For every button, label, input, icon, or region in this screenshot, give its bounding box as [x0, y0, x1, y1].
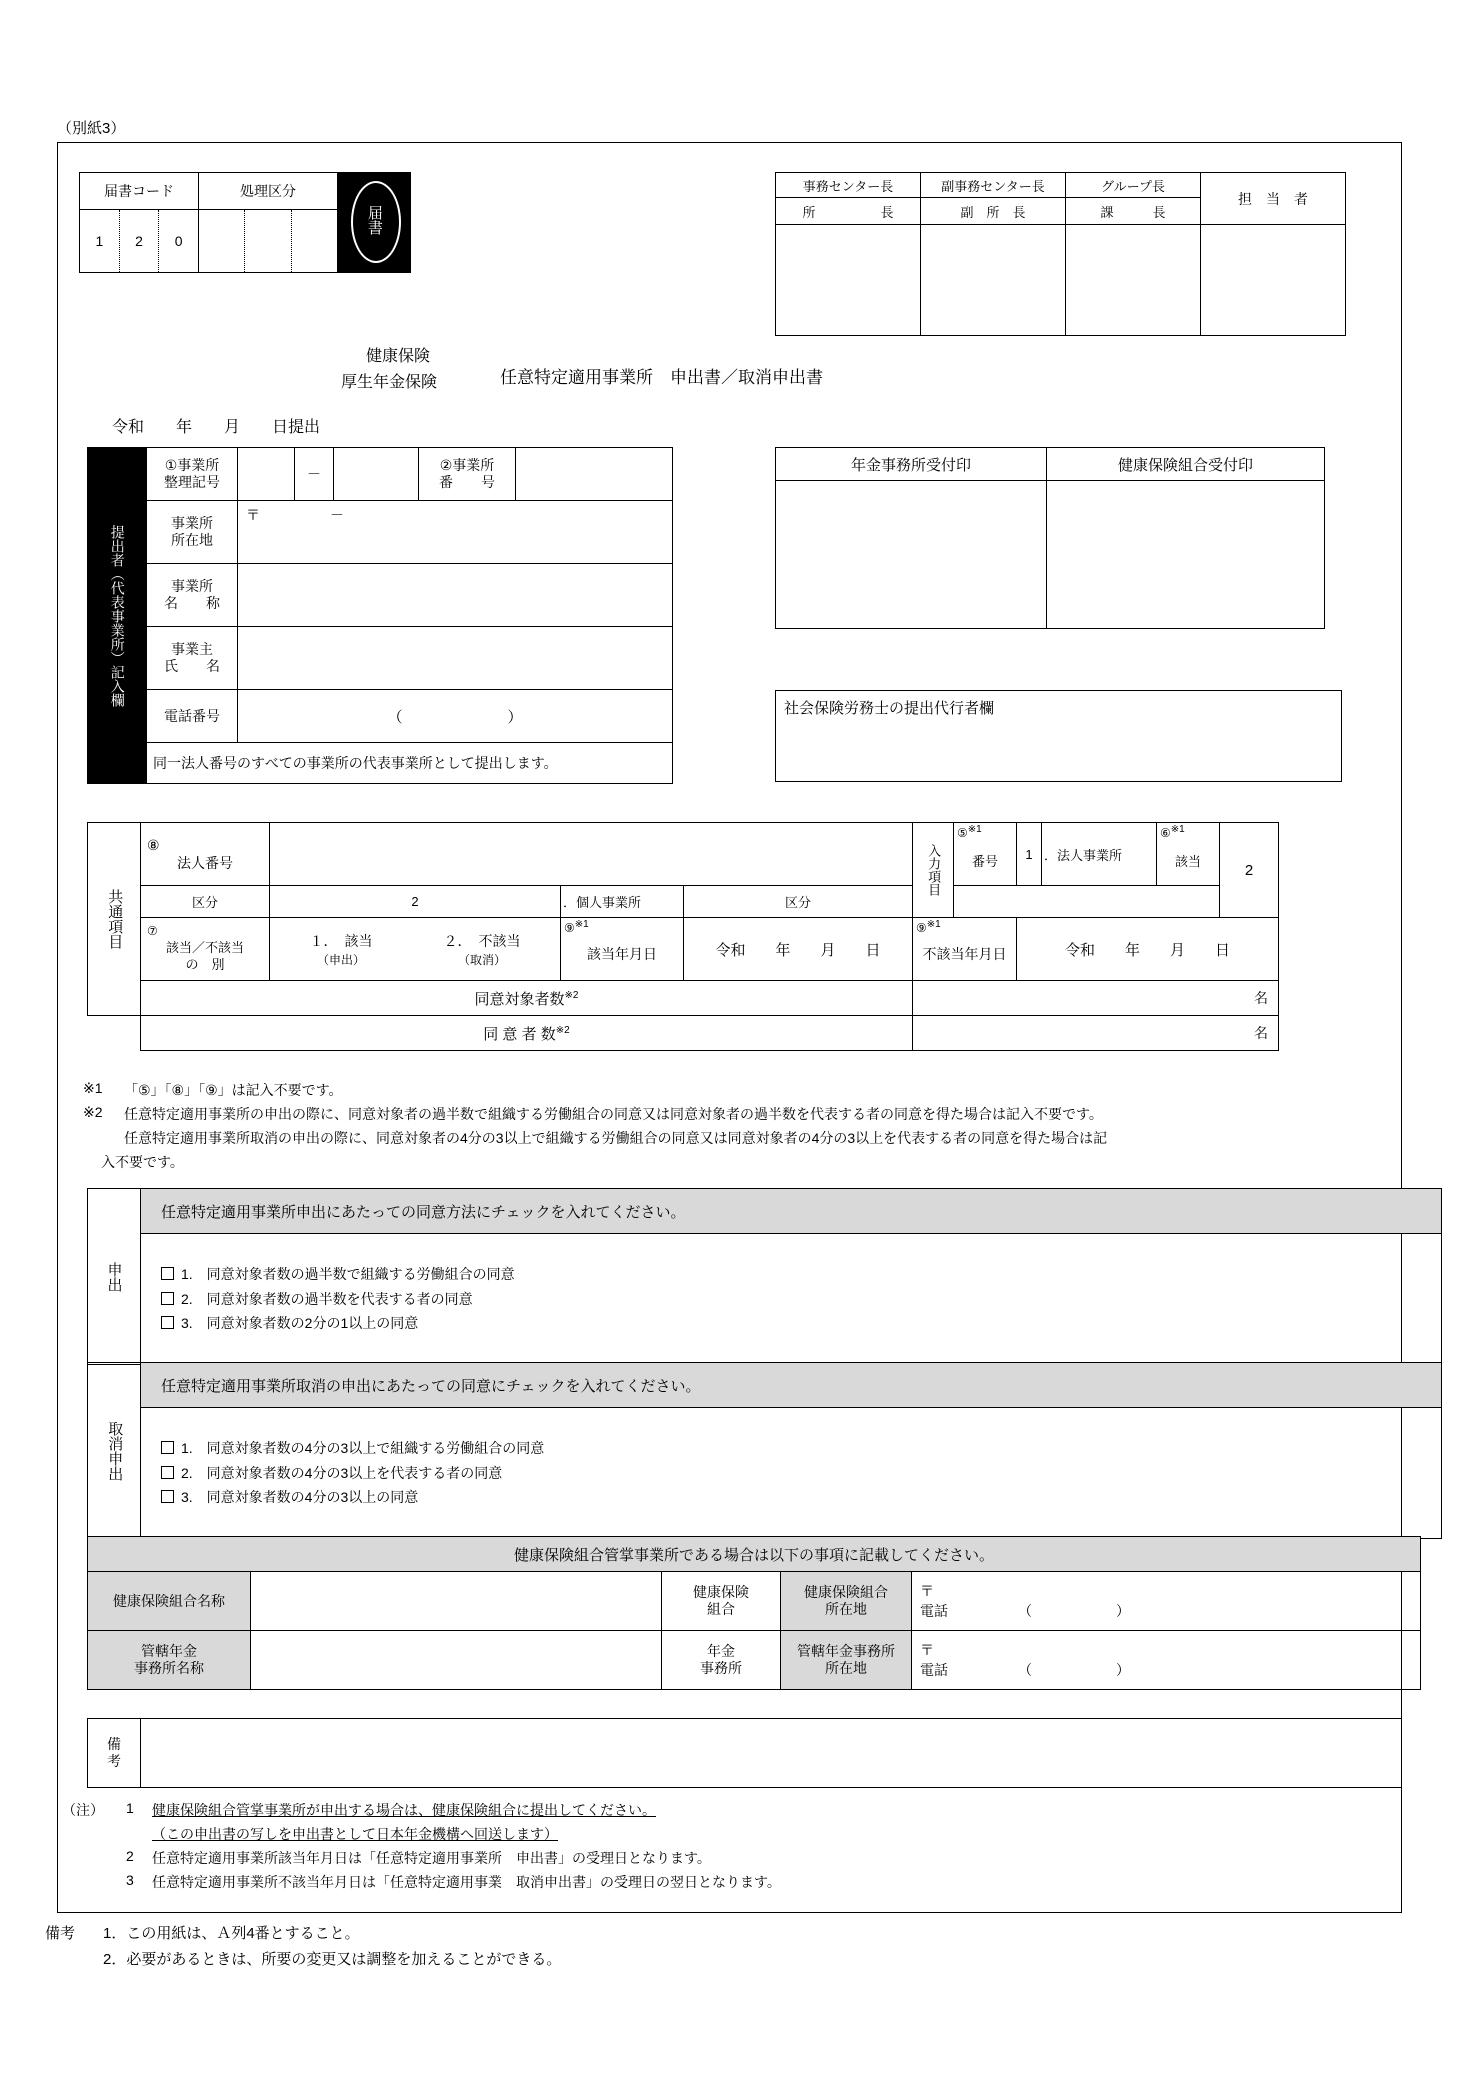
kenpo-tel-paren: （ ）: [1018, 1603, 1130, 1619]
checkbox-moushide-1[interactable]: [161, 1267, 174, 1280]
moushide-option-2-label: 2. 同意対象者数の過半数を代表する者の同意: [181, 1290, 473, 1307]
footnote-2-no: 2: [126, 1848, 134, 1864]
c5-label-a: 番号: [971, 853, 998, 869]
kanxia-suffix-b: 事務所: [700, 1660, 742, 1676]
c7-label-b: の 別: [185, 956, 225, 972]
corporate-number-input[interactable]: [270, 823, 913, 886]
c8-label-a: 該当: [1174, 853, 1201, 869]
c10-sup: ※1: [926, 919, 941, 930]
torikeshi-options[interactable]: [141, 1408, 1442, 1539]
kanxia-office-label: [88, 1631, 251, 1690]
submitter-block: [87, 447, 673, 784]
code-digits-cell[interactable]: [80, 210, 199, 273]
nenkin-receipt-area[interactable]: [776, 481, 1047, 629]
bottom-remarks-2: 2．必要があるときは、所要の変更又は調整を加えることができる。: [103, 1951, 562, 1968]
sharoshi-label[interactable]: 社会保険労務士の提出代行者欄: [776, 691, 1342, 782]
office-symbol-label-b: 整理記号: [164, 474, 220, 490]
agree-count-unit: 名: [1254, 1025, 1268, 1041]
approval-head-3a: グループ長: [1066, 173, 1201, 198]
note1-mark: ※1: [83, 1080, 103, 1096]
c10-mark: ⑨: [916, 921, 927, 935]
kenpo-tel-label: 電話: [920, 1603, 948, 1619]
agree-count-input[interactable]: [913, 1016, 1279, 1051]
representative-note: 同一法人番号のすべての事業所の代表事業所として提出します。: [147, 743, 673, 784]
checkbox-torikeshi-1[interactable]: [161, 1441, 174, 1454]
submitter-side-label: [88, 448, 147, 784]
approval-sign-4[interactable]: [1201, 225, 1346, 336]
checkbox-moushide-2[interactable]: [161, 1292, 174, 1305]
c5-mark: ⑤: [957, 826, 968, 840]
approval-sign-2[interactable]: [921, 225, 1066, 336]
note2-mark: ※2: [83, 1104, 103, 1120]
footnote-1-line1: 健康保険組合管掌事業所が申出する場合は、健康保険組合に提出してください。: [152, 1802, 656, 1818]
moushide-section: [87, 1188, 1442, 1365]
office-symbol-input-2[interactable]: [334, 448, 419, 501]
office-number-input[interactable]: [516, 448, 673, 501]
kenpo-address-label: [781, 1572, 912, 1631]
kanxia-suffix: [662, 1631, 781, 1690]
office-symbol-dash: －: [295, 448, 334, 501]
checkbox-moushide-3[interactable]: [161, 1316, 174, 1329]
remarks-label-b: 考: [107, 1753, 121, 1769]
footnote-chu: （注）: [62, 1802, 104, 1818]
approval-head-2a: 副事務センター長: [921, 173, 1066, 198]
corporate-number-mark: ⑧: [147, 836, 160, 853]
c9-date-input[interactable]: 令和 年 月 日: [684, 918, 913, 981]
attachment-label: （別紙3）: [57, 120, 126, 137]
office-number-label-a: ②事業所: [439, 456, 495, 473]
c5-label: [954, 823, 1017, 886]
c8-sup: ※1: [1170, 824, 1185, 835]
remarks-input[interactable]: [141, 1719, 1402, 1788]
torikeshi-side-label-text: 取消申出: [106, 1420, 124, 1481]
code-header-1: 届書コード: [80, 173, 199, 210]
common-side-label: [88, 823, 141, 1016]
title-insurance-1: 健康保険: [366, 348, 431, 365]
torikeshi-option-2-label: 2. 同意対象者数の4分の3以上を代表する者の同意: [181, 1464, 503, 1481]
owner-name-input[interactable]: [238, 627, 673, 690]
office-number-label: [419, 448, 516, 501]
kanxia-address-label-b: 所在地: [825, 1660, 867, 1676]
c7-label-a: 該当／不該当: [165, 939, 244, 955]
agree-count-label-text: 同 意 者 数: [483, 1025, 556, 1043]
code-digit-2: 2: [120, 210, 160, 272]
torikeshi-heading: 任意特定適用事業所取消の申出にあたっての同意にチェックを入れてください。: [141, 1363, 1442, 1408]
c9-label-text: 該当年月日: [587, 946, 657, 962]
approval-head-3b: 課 長: [1066, 198, 1201, 225]
torikeshi-option-3[interactable]: [161, 1485, 1421, 1510]
code-box: [79, 172, 411, 273]
owner-name-label-b: 氏 名: [164, 658, 220, 674]
torikeshi-option-1[interactable]: [161, 1436, 1421, 1461]
remarks-label-a: 備: [107, 1735, 121, 1752]
page-title: 任意特定適用事業所 申出書／取消申出書: [500, 368, 823, 387]
agree-count-sup: ※2: [555, 1024, 570, 1036]
receipt-stamp-table: [775, 447, 1325, 629]
torikeshi-section: [87, 1362, 1442, 1539]
owner-name-label-a: 事業主: [171, 640, 213, 657]
moushide-heading: 任意特定適用事業所申出にあたっての同意方法にチェックを入れてください。: [141, 1189, 1442, 1234]
kanxia-office-input[interactable]: [251, 1631, 662, 1690]
office-name-label-b: 名 称: [164, 595, 220, 611]
process-class-cell[interactable]: [199, 210, 338, 273]
moushide-option-1-label: 1. 同意対象者数の過半数で組織する労働組合の同意: [181, 1266, 515, 1283]
office-postal-code: 〒 －: [246, 507, 344, 523]
sharoshi-box: [775, 690, 1342, 782]
c10-label: [913, 918, 1017, 981]
office-number-label-b: 番 号: [439, 474, 495, 490]
code-digit-3: 0: [174, 233, 183, 249]
c8-label-b: 区分: [684, 886, 913, 918]
bottom-remarks-label: 備考: [45, 1925, 76, 1942]
footnote-3-line1: 任意特定適用事業所不該当年月日は「任意特定適用事業 取消申出書」の受理日の翌日となります。: [152, 1874, 781, 1890]
kanxia-tel-paren: （ ）: [1018, 1662, 1130, 1678]
c7-mark: ⑦: [147, 924, 158, 939]
c5-label-b: 区分: [141, 886, 270, 918]
c9-mark: ⑨: [564, 921, 575, 935]
c7-opt2: ２． 不該当: [443, 932, 521, 949]
c8-value: 2: [1220, 823, 1279, 918]
note2-line2: 任意特定適用事業所取消の申出の際に、同意対象者の4分の3以上で組織する労働組合の同意又は同意対象者の4分の3以上を代表する者の同意を得た場合は記: [124, 1130, 1108, 1146]
todokesho-stamp-label: 届書: [365, 205, 383, 235]
kenpo-section: [87, 1536, 1421, 1690]
note1-text: 「⑤」「⑧」「⑨」は記入不要です。: [124, 1082, 343, 1098]
kenpo-address-input[interactable]: [912, 1572, 1421, 1631]
kanxia-office-label-b: 事務所名称: [134, 1660, 204, 1676]
office-name-label: [147, 564, 238, 627]
kenpo-postal-mark: 〒: [920, 1583, 934, 1599]
office-address-label: [147, 501, 238, 564]
office-address-label-a: 事業所: [171, 514, 213, 531]
remarks-label: [88, 1719, 141, 1788]
c9-label: [561, 918, 684, 981]
c7-opt1-sub: （申出）: [316, 952, 365, 967]
phone-input[interactable]: （ ）: [238, 690, 673, 743]
note2-line1: 任意特定適用事業所の申出の際に、同意対象者の過半数で組織する労働組合の同意又は同意対象者の過半数を代表する者の同意を得た場合は記入不要です。: [124, 1106, 1103, 1122]
corporate-number-label: [141, 823, 270, 886]
checkbox-torikeshi-2[interactable]: [161, 1466, 174, 1479]
kanxia-tel-label: 電話: [920, 1662, 948, 1678]
remarks-box: [87, 1718, 1402, 1788]
target-count-input[interactable]: [913, 981, 1279, 1016]
target-count-sup: ※2: [564, 989, 579, 1001]
office-address-input[interactable]: [238, 501, 673, 564]
c7-opt2-sub: （取消）: [457, 952, 506, 967]
torikeshi-side-label: [88, 1363, 141, 1539]
checkbox-torikeshi-3[interactable]: [161, 1490, 174, 1503]
kenpo-section-heading: 健康保険組合管掌事業所である場合は以下の事項に記載してください。: [88, 1537, 1421, 1572]
kenpo-suffix-a: 健康保険: [693, 1583, 749, 1600]
c5-sup: ※1: [967, 824, 982, 835]
kanxia-postal-mark: 〒: [920, 1642, 934, 1658]
kanxia-address-input[interactable]: [912, 1631, 1421, 1690]
kenpo-suffix: [662, 1572, 781, 1631]
c8-mark: ⑥: [1160, 826, 1171, 840]
kenpo-address-label-a: 健康保険組合: [804, 1583, 888, 1600]
kenpo-name-label: 健康保険組合名称: [88, 1572, 251, 1631]
nenkin-receipt-label: 年金事務所受付印: [776, 448, 1047, 481]
title-insurance-2: 厚生年金保険: [341, 374, 438, 391]
corporate-number-text: 法人番号: [177, 855, 233, 871]
kenpo-address-label-b: 所在地: [825, 1601, 867, 1617]
c5-opt1-label[interactable]: ．法人事業所: [1042, 823, 1157, 886]
approval-head-4: 担 当 者: [1201, 173, 1346, 225]
moushide-options[interactable]: [141, 1234, 1442, 1365]
footnote-2-line1: 任意特定適用事業所該当年月日は「任意特定適用事業所 申出書」の受理日となります。: [152, 1850, 711, 1866]
input-items-label: [913, 823, 954, 918]
c7-label: [141, 918, 270, 981]
owner-name-label: [147, 627, 238, 690]
target-count-unit: 名: [1254, 990, 1268, 1006]
input-items-label-text: 入力項目: [926, 844, 942, 896]
kenpo-name-input[interactable]: [251, 1572, 662, 1631]
kanxia-address-label: [781, 1631, 912, 1690]
bottom-remarks-1: 1．この用紙は、Ａ列4番とすること。: [103, 1925, 360, 1942]
todokesho-stamp: [338, 173, 411, 273]
common-items-table: [87, 822, 1279, 1051]
footnote-1-line2: （この申出書の写しを申出書として日本年金機構へ回送します）: [152, 1826, 558, 1842]
common-side-label-text: 共通項目: [106, 889, 124, 949]
approval-head-2b: 副 所 長: [921, 198, 1066, 225]
moushide-option-1[interactable]: [161, 1262, 1421, 1287]
kenpo-suffix-b: 組合: [707, 1601, 735, 1617]
torikeshi-option-2[interactable]: [161, 1461, 1421, 1486]
agree-count-label: [141, 1016, 913, 1051]
office-address-label-b: 所在地: [171, 532, 213, 548]
target-count-label: [141, 981, 913, 1016]
kanxia-address-label-a: 管轄年金事務所: [797, 1642, 895, 1659]
moushide-option-2[interactable]: [161, 1287, 1421, 1312]
office-symbol-label-a: ①事業所: [164, 456, 220, 473]
c8-label: [1157, 823, 1220, 886]
moushide-side-label: [88, 1189, 141, 1365]
kenpo-receipt-label: 健康保険組合受付印: [1047, 448, 1325, 481]
approval-sign-3[interactable]: [1066, 225, 1201, 336]
moushide-option-3[interactable]: [161, 1311, 1421, 1336]
phone-label: 電話番号: [147, 690, 238, 743]
kanxia-office-label-a: 管轄年金: [141, 1642, 197, 1659]
office-name-input[interactable]: [238, 564, 673, 627]
code-digit-1: 1: [80, 210, 120, 272]
target-count-label-text: 同意対象者数: [474, 990, 565, 1008]
torikeshi-option-3-label: 3. 同意対象者数の4分の3以上の同意: [181, 1489, 419, 1506]
c10-label-text: 不該当年月日: [922, 946, 1007, 962]
submitter-side-label-text: 提出者（代表事業所）記入欄: [109, 524, 126, 707]
approval-head-1a: 事務センター長: [776, 173, 921, 198]
c7-opt1: １． 該当: [309, 932, 373, 949]
moushide-option-3-label: 3. 同意対象者数の2分の1以上の同意: [181, 1315, 419, 1332]
c7-options[interactable]: [270, 918, 561, 981]
c5-opt2-label[interactable]: ．個人事業所: [561, 886, 684, 918]
office-symbol-input-1[interactable]: [238, 448, 295, 501]
office-symbol-label: [147, 448, 238, 501]
submission-date: 令和 年 月 日提出: [112, 419, 321, 436]
kenpo-receipt-area[interactable]: [1047, 481, 1325, 629]
footnote-3-no: 3: [126, 1872, 134, 1888]
torikeshi-option-1-label: 1. 同意対象者数の4分の3以上で組織する労働組合の同意: [181, 1440, 545, 1457]
footnote-1-no: 1: [126, 1800, 134, 1816]
note2-line3: 入不要です。: [101, 1154, 184, 1170]
approval-sign-1[interactable]: [776, 225, 921, 336]
kanxia-suffix-a: 年金: [707, 1642, 735, 1659]
moushide-side-label-text: 申出: [105, 1261, 123, 1292]
c5-opt1-no: 1: [1017, 823, 1042, 886]
c10-date-input[interactable]: 令和 年 月 日: [1017, 918, 1279, 981]
c9-sup: ※1: [574, 919, 589, 930]
approval-table: [775, 172, 1346, 336]
office-name-label-a: 事業所: [171, 577, 213, 594]
approval-head-1b: 所 長: [776, 198, 921, 225]
code-header-2: 処理区分: [199, 173, 338, 210]
c5-opt2-no: 2: [270, 886, 561, 918]
